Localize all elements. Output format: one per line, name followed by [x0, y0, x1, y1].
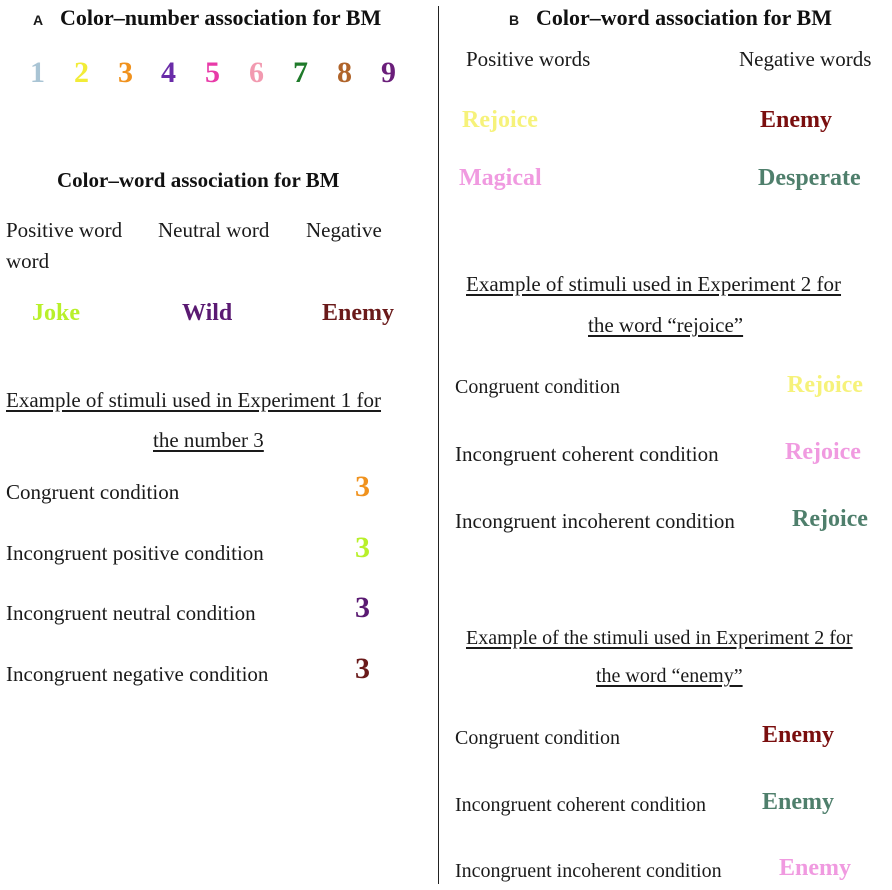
example-title-exp1-line2: the number 3 — [153, 428, 264, 452]
condition-label: Congruent condition — [455, 376, 620, 398]
color-number-4: 4 — [161, 56, 176, 89]
color-number-5: 5 — [205, 56, 220, 89]
negative-word: Desperate — [758, 165, 861, 191]
condition-label: Incongruent coherent condition — [455, 794, 707, 816]
condition-stimulus: Rejoice — [792, 506, 868, 532]
color-number-3: 3 — [118, 56, 133, 89]
panel-a-letter: A — [33, 12, 44, 28]
panel-b-title: Color–word association for BM — [536, 5, 832, 30]
panel-divider — [438, 6, 439, 884]
word-positive: Joke — [32, 300, 80, 326]
negative-word: Enemy — [760, 107, 832, 133]
header-positive-word: Positive word — [6, 218, 123, 242]
color-number-6: 6 — [249, 56, 264, 89]
condition-label: Incongruent coherent condition — [455, 442, 719, 466]
header-negative-word: Negative — [306, 218, 382, 242]
condition-label: Incongruent incoherent condition — [455, 509, 735, 533]
color-number-9: 9 — [381, 56, 396, 89]
condition-label: Incongruent negative condition — [6, 662, 269, 686]
condition-stimulus: Enemy — [779, 855, 851, 881]
header-positive-words: Positive words — [466, 47, 591, 71]
positive-word: Magical — [459, 165, 542, 191]
condition-label: Incongruent incoherent condition — [455, 860, 722, 882]
condition-stimulus: Rejoice — [787, 372, 863, 398]
condition-label: Incongruent neutral condition — [6, 601, 256, 625]
header-neutral-word: Neutral word — [158, 218, 270, 242]
condition-stimulus: Enemy — [762, 789, 834, 815]
color-number-1: 1 — [30, 56, 45, 89]
condition-stimulus: 3 — [355, 591, 370, 624]
header-positive-word-wrap: word — [6, 249, 50, 273]
example-title-exp1-line1: Example of stimuli used in Experiment 1 for — [6, 388, 382, 412]
example-title-exp2-enemy-line2: the word “enemy” — [596, 665, 743, 687]
example-title-exp2-rejoice-line2: the word “rejoice” — [588, 313, 744, 337]
color-number-2: 2 — [74, 56, 89, 89]
condition-label: Incongruent positive condition — [6, 541, 264, 565]
condition-label: Congruent condition — [6, 480, 180, 504]
condition-stimulus: Enemy — [762, 722, 834, 748]
panel-a-title: Color–number association for BM — [60, 5, 382, 30]
condition-stimulus: Rejoice — [785, 439, 861, 465]
positive-word: Rejoice — [462, 107, 538, 133]
condition-label: Congruent condition — [455, 727, 620, 749]
word-negative: Enemy — [322, 300, 394, 326]
color-word-title-a: Color–word association for BM — [57, 168, 340, 192]
header-negative-words: Negative words — [739, 47, 872, 71]
condition-stimulus: 3 — [355, 652, 370, 685]
panel-b-letter: B — [509, 12, 520, 28]
example-title-exp2-enemy-line1: Example of the stimuli used in Experiment 2 for — [466, 627, 853, 649]
color-number-8: 8 — [337, 56, 352, 89]
condition-stimulus: 3 — [355, 470, 370, 503]
example-title-exp2-rejoice-line1: Example of stimuli used in Experiment 2 for — [466, 272, 842, 296]
color-number-7: 7 — [293, 56, 308, 89]
condition-stimulus: 3 — [355, 531, 370, 564]
word-neutral: Wild — [182, 300, 233, 326]
